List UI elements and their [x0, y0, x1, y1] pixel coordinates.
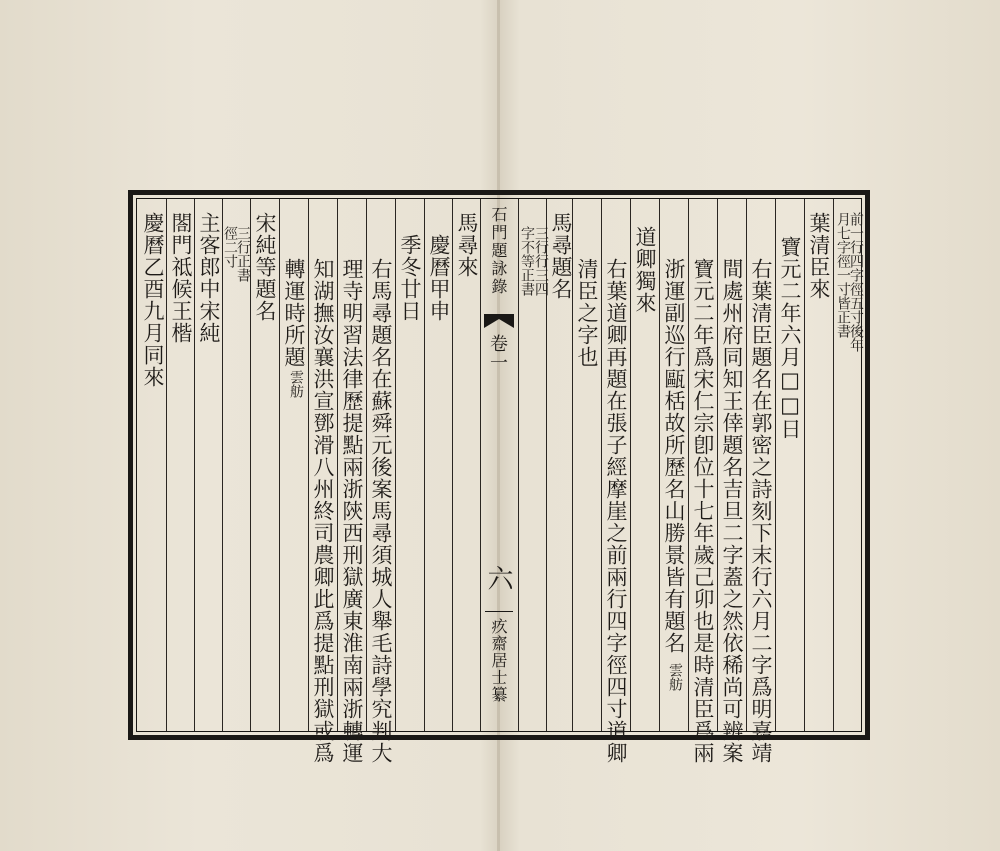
- column-divider: [366, 199, 367, 731]
- column-divider: [308, 199, 309, 731]
- page-number: 六: [483, 565, 513, 592]
- column-23-text: 閤門祗候王楷: [169, 212, 193, 344]
- column-20-text: 宋純等題名: [253, 212, 277, 322]
- center-rule: [485, 611, 513, 612]
- column-divider: [775, 199, 776, 731]
- column-divider: [746, 199, 747, 731]
- column-divider: [659, 199, 660, 731]
- column-divider: [717, 199, 718, 731]
- column-22-text: 主客郎中宋純: [197, 212, 221, 344]
- column-divider: [833, 199, 834, 731]
- column-13-text: 馬尋來: [455, 212, 479, 278]
- volume-label: 卷一: [487, 334, 508, 372]
- column-divider: [222, 199, 223, 731]
- column-divider: [279, 199, 280, 731]
- column-21-note-right: 三行正書: [235, 226, 251, 282]
- column-8-text: 道卿獨來: [633, 226, 657, 314]
- column-7-note: 雲舫: [667, 663, 683, 691]
- column-4-text: 右葉清臣題名在郭密之詩刻下末行六月二字爲明嘉靖: [749, 258, 773, 764]
- column-11-text: 馬尋題名: [549, 212, 573, 300]
- column-3-text: 寶元二年六月□□日: [778, 236, 802, 440]
- note-line-right: 前一行四字徑五寸後年: [848, 212, 864, 352]
- column-5-text: 間處州府同知王倖題名吉旦二字蓋之然依稀尚可辨案: [720, 258, 744, 764]
- column-6-text: 寶元二年爲宋仁宗卽位十七年歲己卯也是時清臣爲兩: [691, 258, 715, 764]
- column-19-text: 轉運時所題: [282, 258, 306, 368]
- column-7-text: 浙運副巡行甌栝故所歷名山勝景皆有題名: [662, 258, 686, 654]
- column-divider: [804, 199, 805, 731]
- book-title: 石門題詠錄: [489, 206, 508, 296]
- column-10-text: 清臣之字也: [575, 258, 599, 368]
- column-divider: [688, 199, 689, 731]
- column-2-text: 葉清臣來: [807, 212, 831, 300]
- compiler-credit: 疚齋居士纂: [489, 618, 508, 703]
- column-14-text: 慶曆甲申: [427, 234, 451, 322]
- column-9-text: 右葉道卿再題在張子經摩崖之前兩行四字徑四寸道卿: [604, 258, 628, 764]
- column-16-text: 右馬尋題名在蘇舜元後案馬尋須城人舉毛詩學究判大: [369, 258, 393, 764]
- column-17-text: 理寺明習法律歷提點兩浙陝西刑獄廣東淮南兩浙轉運: [340, 258, 364, 764]
- column-divider: [452, 199, 453, 731]
- center-column-left-line: [480, 199, 481, 731]
- column-18-text: 知湖撫汝襄洪宣鄧滑八州終司農卿此爲提點刑獄或爲: [311, 258, 335, 764]
- column-12-note-right: 三行行三四: [533, 226, 549, 296]
- column-19-note: 雲舫: [288, 370, 304, 398]
- column-24-text: 慶曆乙酉九月同來: [141, 212, 165, 388]
- fishtail-mark: [484, 314, 514, 328]
- column-21-note-left: 徑二寸: [222, 226, 238, 268]
- column-divider: [601, 199, 602, 731]
- column-divider: [337, 199, 338, 731]
- note-line-left: 月七字徑一寸皆正書: [835, 212, 851, 338]
- column-divider: [194, 199, 195, 731]
- column-12-note-left: 字不等正書: [519, 226, 535, 296]
- column-15-text: 季冬廿日: [398, 234, 422, 322]
- column-divider: [424, 199, 425, 731]
- column-divider: [166, 199, 167, 731]
- column-divider: [395, 199, 396, 731]
- column-divider: [630, 199, 631, 731]
